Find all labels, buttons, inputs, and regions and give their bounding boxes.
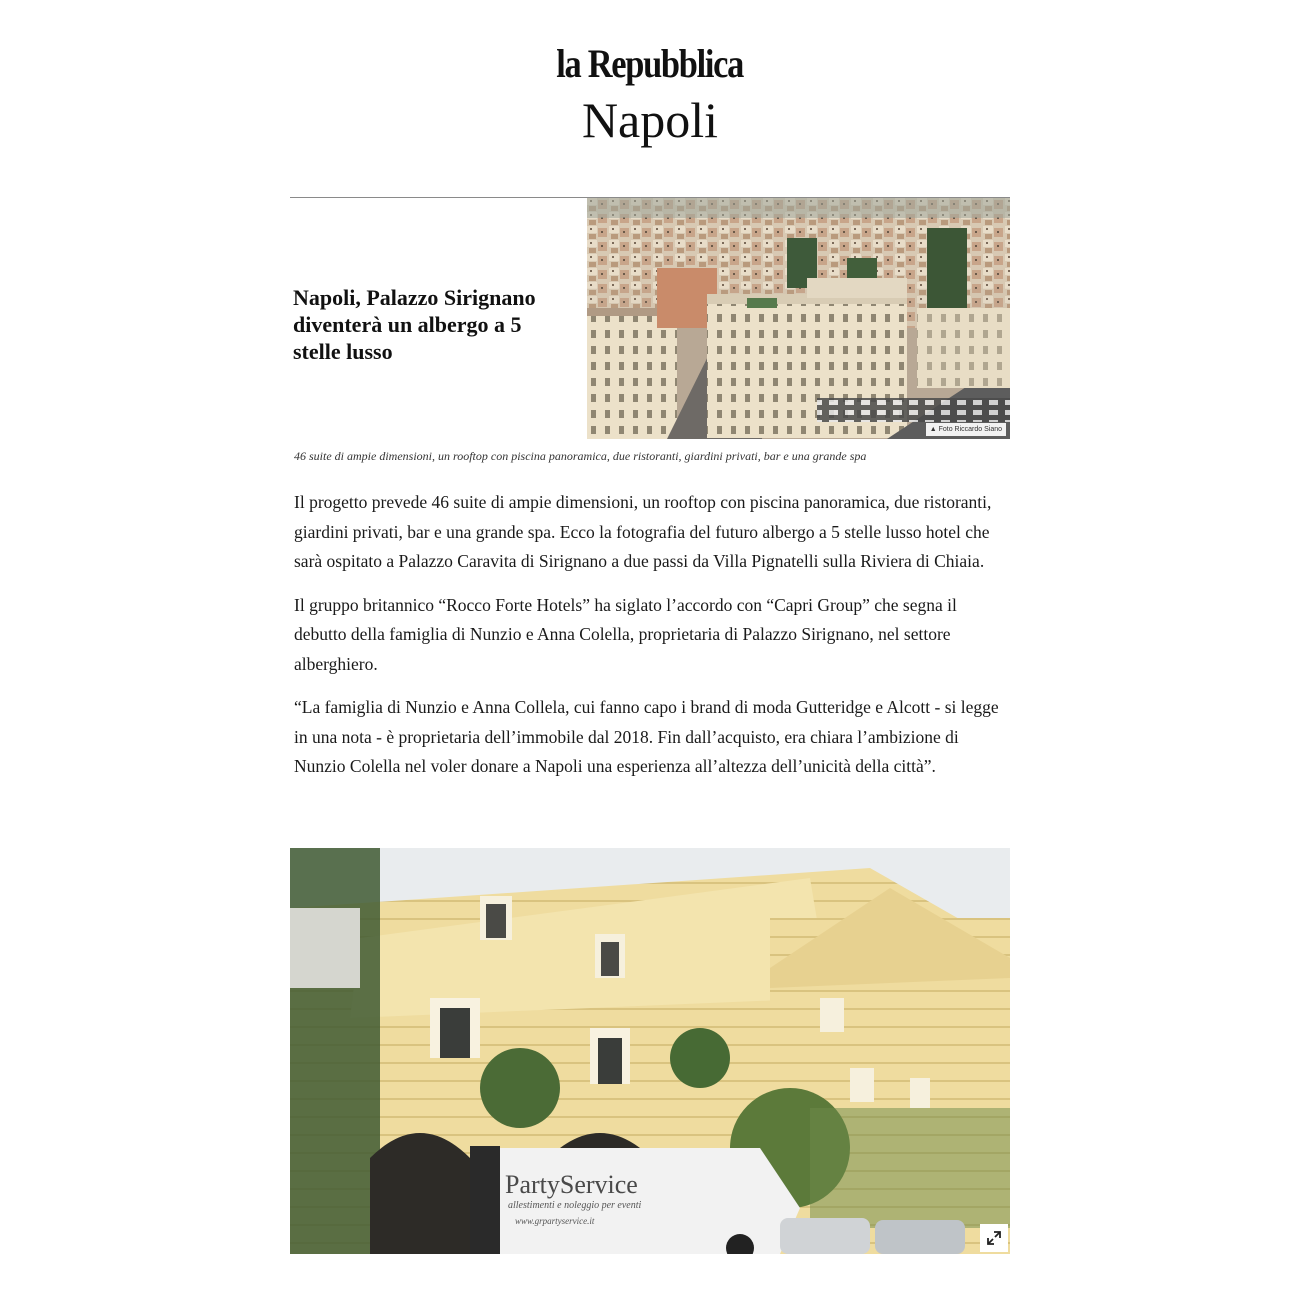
paragraph: Il gruppo britannico “Rocco Forte Hotels” ha siglato l’accordo con “Capri Group” che segna il debutto della famiglia di Nunzio e Anna Colella, proprietaria di Palazzo Sirignano, nel settore alberghiero. bbox=[294, 594, 957, 674]
hero-photo-illustration bbox=[587, 198, 1010, 439]
article-photo[interactable] bbox=[290, 848, 1010, 1254]
article-title: Napoli, Palazzo Sirignano diventerà un albergo a 5 stelle lusso bbox=[293, 285, 536, 364]
photo-credit-text: Foto Riccardo Siano bbox=[938, 426, 1002, 433]
masthead bbox=[0, 40, 1300, 150]
paragraph: “La famiglia di Nunzio e Anna Collela, cui fanno capo i brand di moda Gutteridge e Alcott - si legge in una nota - è proprietaria dell’immobile dal 2018. Fin dall’acquisto, era chiara l’ambizione di Nunzio Colella nel voler donare a Napoli una esperienza all’altezza dell’unicità della città”. bbox=[294, 697, 999, 776]
paragraph: Il progetto prevede 46 suite di ampie dimensioni, un rooftop con piscina panoramica, due ristoranti, giardini privati, bar e una grande spa. Ecco la fotografia del futuro albergo a 5 stelle lusso hotel che sarà ospitato a Palazzo Caravita di Sirignano a due passi da Villa Pignatelli sulla Riviera di Chiaia. bbox=[294, 492, 992, 571]
brand-logo[interactable]: la Repubblica bbox=[556, 41, 744, 86]
section-title[interactable]: Napoli bbox=[581, 92, 719, 148]
expand-arrows-icon bbox=[980, 1224, 1008, 1252]
photo-caption: 46 suite di ampie dimensioni, un rooftop con piscina panoramica, due ristoranti, giardini privati, bar e una grande spa bbox=[294, 449, 867, 463]
article-body bbox=[294, 488, 1010, 796]
article-hero bbox=[290, 197, 1010, 439]
palazzo-photo-illustration bbox=[290, 848, 1010, 1254]
van-tagline-text: allestimenti e noleggio per eventi bbox=[508, 1200, 642, 1211]
van-url-text: www.grpartyservice.it bbox=[515, 1216, 595, 1226]
hero-photo[interactable] bbox=[587, 198, 1010, 439]
van-brand-text: PartyService bbox=[505, 1170, 638, 1199]
expand-icon[interactable] bbox=[980, 1224, 1008, 1252]
photo-credit: ▲ Foto Riccardo Siano bbox=[926, 423, 1006, 436]
